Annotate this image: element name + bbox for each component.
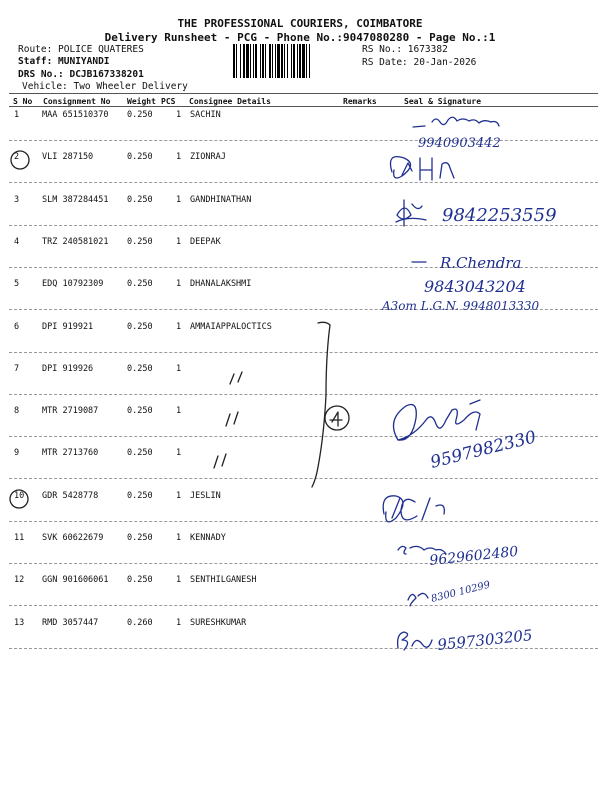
row10-signature (383, 496, 444, 522)
row-pcs: 1 (176, 448, 182, 459)
row12-signature (408, 579, 492, 606)
row-divider (9, 182, 598, 183)
row-pcs: 1 (176, 617, 182, 628)
row-divider (9, 394, 598, 395)
drs-label: DRS No.: DCJB167338201 (18, 69, 144, 80)
row-pcs: 1 (176, 406, 182, 417)
row-sno: 12 (14, 575, 25, 586)
row-pcs: 1 (176, 363, 182, 374)
row-sno: 2 (14, 152, 20, 163)
barcode-bar (260, 44, 261, 78)
row-pcs: 1 (176, 194, 182, 205)
row-divider (9, 225, 598, 226)
row12-note: 8300 10299 (430, 579, 492, 605)
row-consignee: DEEPAK (190, 236, 221, 247)
row-consignee: JESLIN (190, 490, 221, 501)
row-pcs: 1 (176, 236, 182, 247)
col-pcs: PCS (161, 97, 176, 106)
row-pcs: 1 (176, 533, 182, 543)
table-top-rule (9, 93, 598, 94)
vehicle-label: Vehicle: Two Wheeler Delivery (22, 81, 188, 92)
row-weight: 0.250 (127, 152, 153, 163)
row-divider (9, 352, 598, 353)
col-seal: Seal & Signature (404, 97, 482, 106)
barcode (233, 44, 357, 78)
row-consignment-no: VLI 287150 (42, 152, 94, 163)
row13-phone: 9597303205 (436, 626, 534, 654)
row-consignment-no: MTR 2719087 (42, 406, 99, 417)
barcode-bar (302, 44, 305, 78)
row4-name: R.Chendra (440, 254, 522, 272)
barcode-bar (306, 44, 307, 78)
barcode-bar (253, 44, 254, 78)
barcode-bar (269, 44, 271, 78)
row-sno: 11 (14, 533, 25, 543)
row1-signature (413, 117, 501, 151)
row-weight: 0.250 (127, 279, 153, 290)
row-sno: 8 (14, 406, 20, 417)
row-pcs: 1 (176, 110, 182, 120)
row13-signature (398, 626, 534, 654)
row-divider (9, 563, 598, 564)
row-pcs: 1 (176, 575, 182, 586)
row-consignment-no: MTR 2713760 (42, 448, 99, 459)
row11-signature (398, 544, 519, 569)
row-consignee: ZIONRAJ (190, 152, 226, 163)
barcode-bar (262, 44, 264, 78)
staff-label: Staff: MUNIYANDI (18, 56, 110, 67)
barcode-bar (250, 44, 251, 78)
row5-note: A3om L.G.N. 9948013330 (382, 299, 540, 313)
rs-date: RS Date: 20-Jan-2026 (362, 57, 477, 68)
row-sno: 10 (14, 490, 25, 501)
row-weight: 0.250 (127, 533, 153, 543)
row-weight: 0.250 (127, 406, 153, 417)
barcode-bar (272, 44, 273, 78)
row2-signature (391, 157, 455, 180)
row4-signature (412, 254, 521, 272)
row-divider (9, 521, 598, 522)
row-consignee: DHANALAKSHMI (190, 279, 252, 290)
row-consignment-no: SVK 60622679 (42, 533, 104, 543)
row-consignment-no: GGN 901606061 (42, 575, 109, 586)
barcode-bar (309, 44, 310, 78)
row-divider (9, 140, 598, 141)
barcode-bar (293, 44, 295, 78)
row-consignment-no: DPI 919926 (42, 363, 94, 374)
row-divider (9, 648, 598, 649)
row-sno: 7 (14, 363, 20, 374)
row-divider (9, 478, 598, 479)
col-consignee: Consignee Details (189, 97, 271, 106)
row3-signature (396, 200, 557, 226)
row8-phone: 9597982330 (428, 427, 539, 473)
row5-signature (381, 277, 540, 313)
row11-phone: 9629602480 (428, 543, 520, 569)
row-consignee: AMMAIAPPALOCTICS (190, 321, 272, 332)
row-consignee: KENNADY (190, 533, 226, 543)
row-sno: 4 (14, 236, 20, 247)
row-consignment-no: SLM 387284451 (42, 194, 109, 205)
row-divider (9, 436, 598, 437)
col-consignment: Consignment No (43, 97, 111, 106)
row5-phone: 9843043204 (424, 277, 526, 296)
col-weight: Weight (127, 97, 156, 106)
col-remarks: Remarks (343, 97, 377, 106)
row-consignment-no: GDR 5428778 (42, 490, 99, 501)
row-sno: 6 (14, 321, 20, 332)
row-consignee: SENTHILGANESH (190, 575, 257, 586)
row1-phone: 9940903442 (418, 136, 501, 151)
row-consignee: SURESHKUMAR (190, 617, 247, 628)
barcode-bar (240, 44, 241, 78)
barcode-bar (299, 44, 301, 78)
row-weight: 0.250 (127, 363, 153, 374)
row-consignee: GANDHINATHAN (190, 194, 252, 205)
row-pcs: 1 (176, 490, 182, 501)
barcode-bar (275, 44, 276, 78)
row-consignment-no: TRZ 240581021 (42, 236, 109, 247)
barcode-bar (243, 44, 245, 78)
row-divider (9, 267, 598, 268)
row-sno: 13 (14, 617, 25, 628)
route-label: Route: POLICE QUATERES (18, 44, 144, 55)
row-weight: 0.250 (127, 575, 153, 586)
row-consignment-no: RMD 3057447 (42, 617, 99, 628)
barcode-bar (246, 44, 249, 78)
rs-number: RS No.: 1673382 (362, 44, 448, 55)
runsheet-subtitle: Delivery Runsheet - PCG - Phone No.:9047080280 - Page No.:1 (104, 31, 496, 44)
barcode-bar (255, 44, 257, 78)
row-sno: 1 (14, 110, 20, 120)
col-sno: S No (13, 97, 33, 106)
barcode-bar (291, 44, 292, 78)
row-pcs: 1 (176, 279, 182, 290)
row-weight: 0.250 (127, 448, 153, 459)
company-title: THE PROFESSIONAL COURIERS, COIMBATORE (177, 17, 423, 30)
row-consignment-no: EDQ 10792309 (42, 279, 104, 290)
table-header-rule (9, 106, 598, 107)
row-weight: 0.250 (127, 236, 153, 247)
row-weight: 0.250 (127, 110, 153, 120)
row-sno: 3 (14, 194, 20, 205)
row-weight: 0.250 (127, 321, 153, 332)
barcode-bar (287, 44, 288, 78)
barcode-bar (281, 44, 283, 78)
row-divider (9, 605, 598, 606)
row-sno: 5 (14, 279, 20, 290)
barcode-bar (236, 44, 237, 78)
barcode-bar (233, 44, 235, 78)
row-weight: 0.250 (127, 490, 153, 501)
barcode-bar (297, 44, 298, 78)
row-divider (9, 309, 598, 310)
row-consignment-no: MAA 651510370 (42, 110, 109, 120)
barcode-bar (277, 44, 280, 78)
row3-phone: 9842253559 (442, 205, 557, 226)
rows6-9-bracket (214, 322, 349, 487)
barcode-bar (284, 44, 285, 78)
barcode-bar (265, 44, 266, 78)
row-consignment-no: DPI 919921 (42, 321, 94, 332)
row-consignee: SACHIN (190, 110, 221, 120)
row-sno: 9 (14, 448, 20, 459)
row-weight: 0.250 (127, 194, 153, 205)
row-pcs: 1 (176, 152, 182, 163)
row-pcs: 1 (176, 321, 182, 332)
row-weight: 0.260 (127, 617, 153, 628)
